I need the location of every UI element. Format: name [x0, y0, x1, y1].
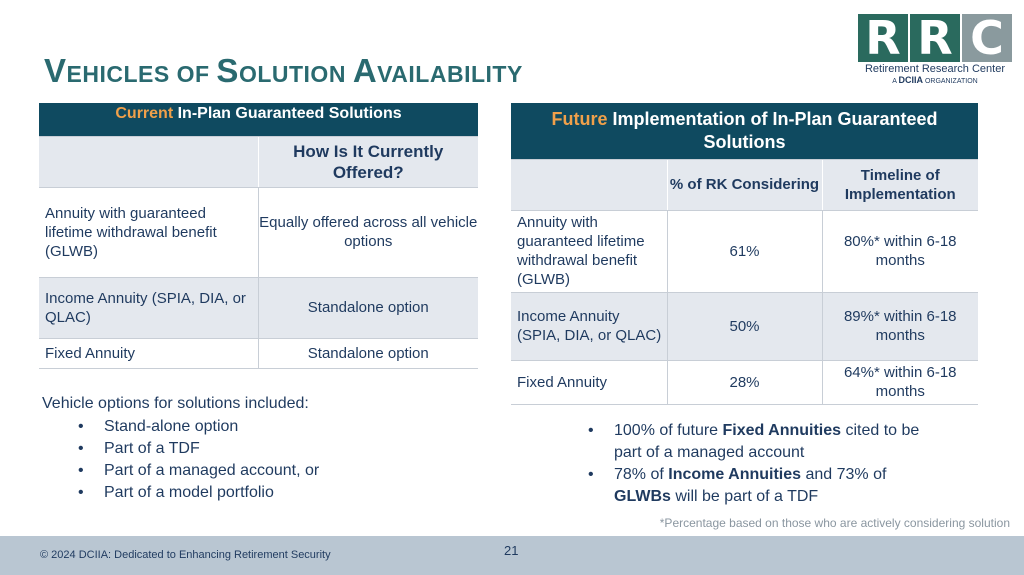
table-subheader-row — [511, 159, 978, 210]
vehicle-options — [42, 395, 319, 504]
title-cap-2: S — [216, 52, 239, 89]
current-solutions-header — [39, 103, 478, 136]
logo-org-suffix: ORGANIZATION — [923, 78, 978, 85]
vehicle-cell: Fixed Annuity — [511, 360, 667, 404]
timeline-cell: 64%* within 6-18 months — [822, 360, 978, 404]
logo-org-prefix: A — [892, 78, 899, 85]
vehicle-cell: Income Annuity (SPIA, DIA, or QLAC) — [39, 277, 258, 338]
column-header-offered: How Is It Currently Offered? — [258, 136, 478, 187]
offered-cell: Standalone option — [258, 338, 478, 368]
logo-letter-r2: R — [910, 14, 960, 62]
note-bold: Fixed Annuities — [722, 422, 842, 439]
note-bold: GLWBs — [614, 488, 671, 505]
logo-org-brand: DCIIA — [898, 75, 923, 85]
list-item: • Part of a model portfolio — [78, 482, 319, 504]
note-text: and 73% of — [801, 466, 887, 483]
list-item: • Part of a TDF — [78, 438, 319, 460]
title-cap-1: V — [44, 52, 67, 89]
vehicle-options-intro: Vehicle options for solutions included: — [42, 395, 309, 412]
future-implementation-table — [511, 103, 978, 405]
pct-cell: 61% — [667, 210, 822, 292]
timeline-cell: 80%* within 6-18 months — [822, 210, 978, 292]
offered-cell: Equally offered across all vehicle options — [258, 187, 478, 277]
title-cap-3: A — [352, 52, 378, 89]
note-text: 78% of — [614, 466, 669, 483]
header-accent: Current — [115, 105, 174, 122]
timeline-cell: 89%* within 6-18 months — [822, 292, 978, 360]
note-text: will be part of a TDF — [670, 488, 819, 505]
page-number: 21 — [504, 543, 519, 558]
column-header-pct: % of RK Considering — [667, 159, 822, 210]
table-row — [39, 338, 478, 368]
vehicle-cell: Annuity with guaranteed lifetime withdrawal benefit (GLWB) — [39, 187, 258, 277]
logo-org — [858, 75, 1012, 85]
table-subheader-row — [39, 136, 478, 187]
page-title — [44, 52, 523, 90]
list-item — [588, 464, 928, 508]
note-bold: Income Annuities — [668, 466, 802, 483]
logo-letter-r1: R — [858, 14, 908, 62]
offered-cell: Standalone option — [258, 277, 478, 338]
header-rest: In-Plan Guaranteed Solutions — [173, 105, 402, 122]
logo-name: Retirement Research Center — [864, 63, 1005, 75]
empty-header-cell — [39, 136, 258, 187]
table-row — [511, 210, 978, 292]
note-text: cited to be part of a managed account — [614, 422, 920, 461]
table-row — [511, 360, 978, 404]
header-accent: Future — [551, 108, 608, 129]
list-item: • Stand-alone option — [78, 416, 319, 438]
vehicle-cell: Income Annuity (SPIA, DIA, or QLAC) — [511, 292, 667, 360]
pct-cell: 28% — [667, 360, 822, 404]
logo-letters — [858, 11, 1012, 65]
note-text: 100% of future — [614, 422, 723, 439]
footnote: *Percentage based on those who are actively considering solution — [659, 516, 1010, 530]
table-row — [511, 292, 978, 360]
pct-cell: 50% — [667, 292, 822, 360]
table-header-row — [511, 103, 978, 159]
vehicle-cell: Fixed Annuity — [39, 338, 258, 368]
table-row — [39, 277, 478, 338]
vehicle-cell: Annuity with guaranteed lifetime withdrawal benefit (GLWB) — [511, 210, 667, 292]
list-item: • Part of a managed account, or — [78, 460, 319, 482]
table-row — [39, 187, 478, 277]
rrc-logo — [858, 11, 1012, 90]
title-rest-1: EHICLES OF — [66, 61, 217, 87]
future-notes — [588, 420, 928, 508]
vehicle-options-list — [42, 416, 319, 504]
current-solutions-table — [39, 103, 478, 369]
table-header-row — [39, 103, 478, 136]
list-item — [588, 420, 928, 464]
copyright: © 2024 DCIIA: Dedicated to Enhancing Retirement Security — [40, 549, 331, 561]
header-rest: Implementation of In-Plan Guaranteed Solutions — [607, 108, 938, 152]
empty-header-cell — [511, 159, 667, 210]
title-rest-3: VAILABILITY — [377, 61, 523, 87]
logo-letter-c: C — [962, 14, 1012, 62]
future-implementation-header — [511, 103, 978, 159]
title-rest-2: OLUTION — [238, 61, 353, 87]
footer-bar — [0, 536, 1024, 575]
column-header-timeline: Timeline of Implementation — [822, 159, 978, 210]
